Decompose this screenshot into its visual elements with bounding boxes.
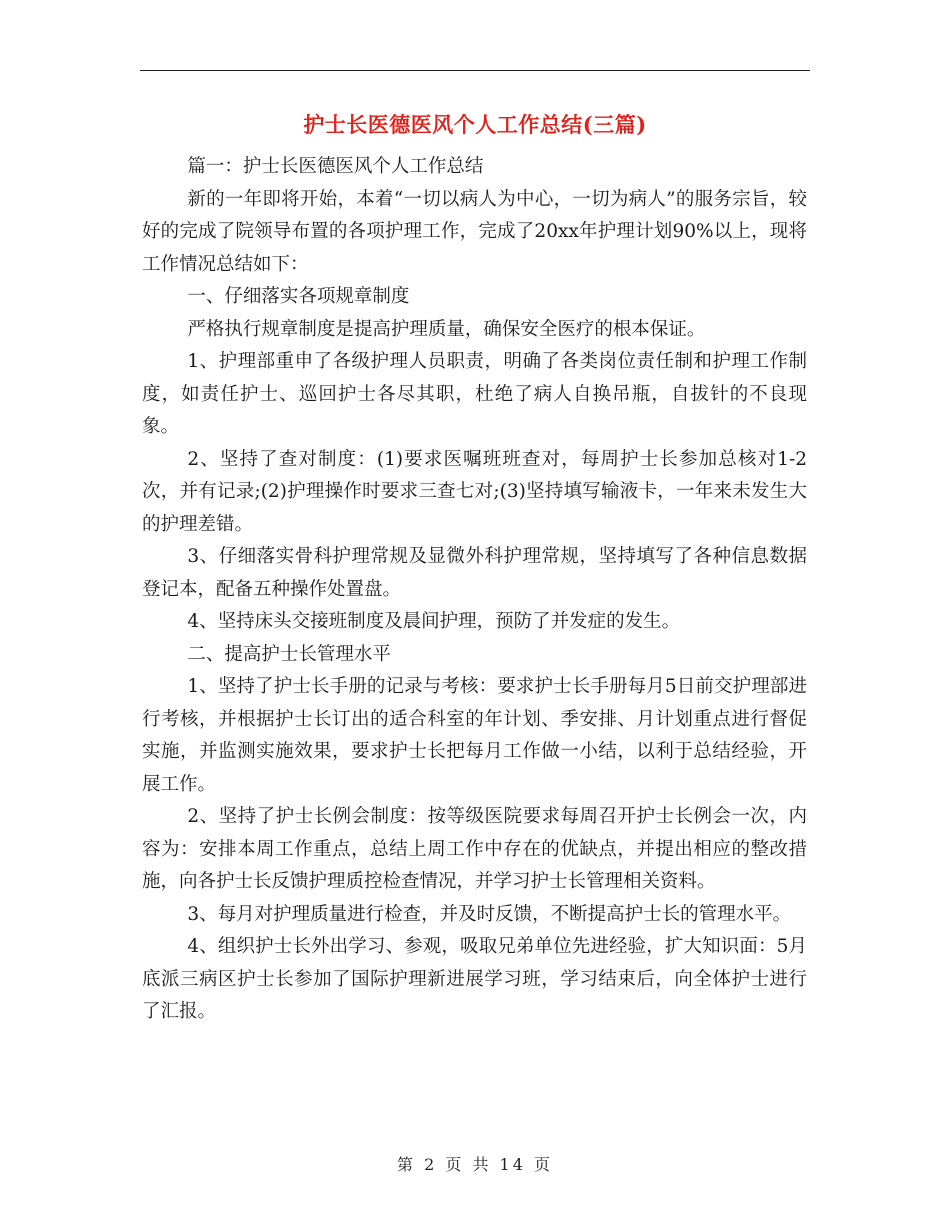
paragraph-intro: 新的一年即将开始，本着“一切以病人为中心，一切为病人”的服务宗旨，较好的完成了院领导布置的各项护理工作，完成了20xx年护理计划90%以上，现将工作情况总结如下：: [142, 188, 807, 275]
paragraph: 1、护理部重申了各级护理人员职责，明确了各类岗位责任制和护理工作制度，如责任护士、巡回护士各尽其职，杜绝了病人自换吊瓶，自拔针的不良现象。: [142, 351, 807, 437]
document-body: [142, 151, 807, 1029]
paragraph: 4、组织护士长外出学习、参观，吸取兄弟单位先进经验，扩大知识面：5月底派三病区护士长参加了国际护理新进展学习班，学习结束后，向全体护士进行了汇报。: [142, 936, 807, 1022]
paragraph: 2、坚持了查对制度：(1)要求医嘱班班查对，每周护士长参加总核对1-2次，并有记录;(2)护理操作时要求三查七对;(3)坚持填写输液卡，一年来未发生大的护理差错。: [142, 448, 807, 535]
paragraph: 4、坚持床头交接班制度及晨间护理，预防了并发症的发生。: [187, 611, 681, 632]
paragraph: 2、坚持了护士长例会制度：按等级医院要求每周召开护士长例会一次，内容为：安排本周工作重点，总结上周工作中存在的优缺点，并提出相应的整改措施，向各护士长反馈护理质控检查情况，并学习护士长管理相关资料。: [142, 806, 807, 892]
paragraph: 严格执行规章制度是提高护理质量，确保安全医疗的根本保证。: [187, 318, 706, 340]
document-title: 护士长医德医风个人工作总结(三篇): [303, 112, 647, 137]
paragraph: 3、仔细落实骨科护理常规及显微外科护理常规，坚持填写了各种信息数据登记本，配备五种操作处置盘。: [142, 546, 807, 600]
paragraph: 1、坚持了护士长手册的记录与考核：要求护士长手册每月5日前交护理部进行考核，并根据护士长订出的适合科室的年计划、季安排、月计划重点进行督促实施，并监测实施效果，要求护士长把每月工作做一小结，以利于总结经验，开展工作。: [142, 676, 807, 795]
paragraph-heading-2: 二、提高护士长管理水平: [187, 643, 391, 665]
header-rule: [140, 70, 810, 71]
paragraph: 3、每月对护理质量进行检查，并及时反馈，不断提高护士长的管理水平。: [187, 903, 792, 925]
paragraph-heading-1: 一、仔细落实各项规章制度: [187, 286, 410, 307]
paragraph-section-heading: 篇一：护士长医德医风个人工作总结: [187, 156, 484, 177]
page-number: 第 2 页 共 14 页: [397, 1155, 553, 1174]
